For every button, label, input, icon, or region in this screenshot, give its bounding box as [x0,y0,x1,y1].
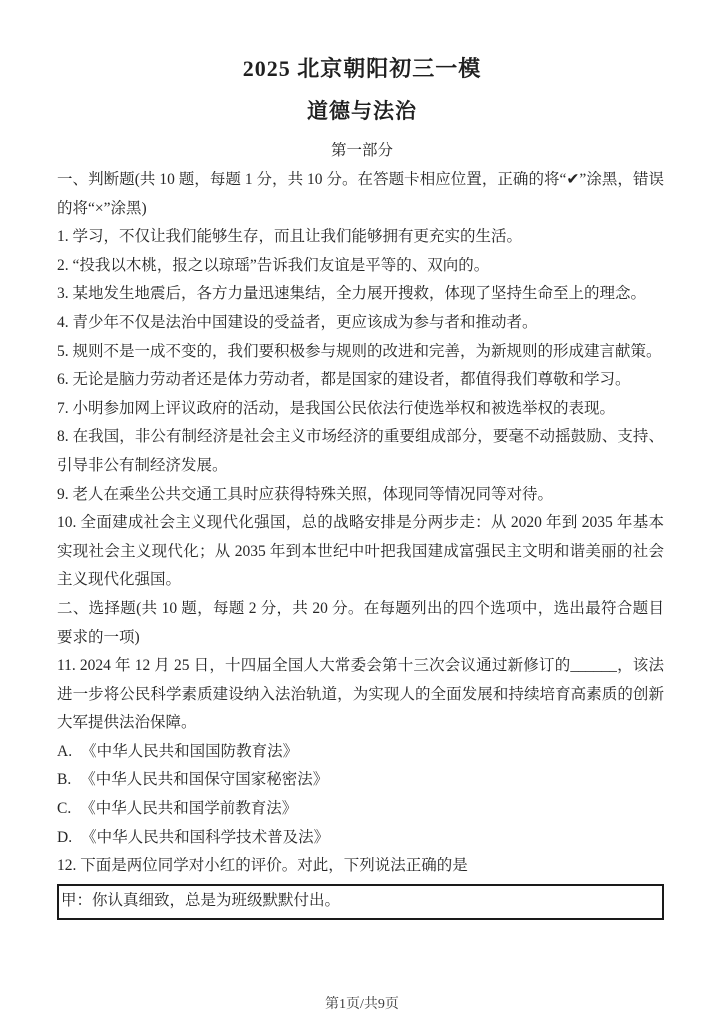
section2-header: 二、选择题(共 10 题，每题 2 分，共 20 分。在每题列出的四个选项中，选出最符合题目要求的一项) [57,599,664,646]
question-11-option-b [57,766,664,795]
option-c-text: 《中华人民共和国学前教育法》 [80,800,298,818]
question-11-option-a [57,738,664,767]
question-11-option-c [57,795,664,824]
judgement-question-6: 6. 无论是脑力劳动者还是体力劳动者，都是国家的建设者，都值得我们尊敬和学习。 [57,371,631,389]
exam-body [57,166,664,920]
judgement-question-7: 7. 小明参加网上评议政府的活动，是我国公民依法行使选举权和被选举权的表现。 [57,399,616,417]
option-c-label: C. [57,800,72,818]
option-a-text: 《中华人民共和国国防教育法》 [81,742,299,760]
evaluation-jia: 甲：你认真细致，总是为班级默默付出。 [61,891,341,909]
judgement-question-3: 3. 某地发生地震后，各方力量迅速集结，全力展开搜救，体现了坚持生命至上的理念。 [57,285,647,303]
part-heading: 第一部分 [330,142,393,159]
judgement-question-1: 1. 学习，不仅让我们能够生存，而且让我们能够拥有更充实的生活。 [57,228,523,246]
judgement-question-5: 5. 规则不是一成不变的，我们要积极参与规则的改进和完善，为新规则的形成建言献策。 [57,342,662,360]
judgement-question-10: 10. 全面建成社会主义现代化强国，总的战略安排是分两步走：从 2020 年到 2035 年基本实现社会主义现代化；从 2035 年到本世纪中叶把我国建成富强民主文明和谐美丽的社会主义现代化强国。 [57,514,664,589]
option-d-label: D. [57,828,73,846]
question-11-option-d [57,824,664,853]
judgement-question-2: 2. “投我以木桃，报之以琼瑶”告诉我们友谊是平等的、双向的。 [57,256,490,274]
choice-question-12: 12. 下面是两位同学对小红的评价。对此，下列说法正确的是 [57,857,468,875]
judgement-question-8: 8. 在我国，非公有制经济是社会主义市场经济的重要组成部分，要毫不动摇鼓励、支持、引导非公有制经济发展。 [57,428,664,474]
option-b-text: 《中华人民共和国保守国家秘密法》 [80,771,329,789]
option-a-label: A. [57,742,73,760]
option-d-text: 《中华人民共和国科学技术普及法》 [81,828,330,846]
page-number-footer: 第1页/共9页 [325,997,399,1012]
exam-title: 2025 北京朝阳初三一模 [242,56,482,81]
judgement-question-4: 4. 青少年不仅是法治中国建设的受益者，更应该成为参与者和推动者。 [57,313,538,331]
judgement-question-9: 9. 老人在乘坐公共交通工具时应获得特殊关照，体现同等情况同等对待。 [57,485,554,503]
option-b-label: B. [57,771,72,789]
exam-subject: 道德与法治 [307,99,417,123]
section1-header: 一、判断题(共 10 题，每题 1 分，共 10 分。在答题卡相应位置，正确的将“✔”涂黑，错误的将“×”涂黑) [57,171,664,217]
choice-question-11: 11. 2024 年 12 月 25 日，十四届全国人大常委会第十三次会议通过新修订的______，该法进一步将公民科学素质建设纳入法治轨道，为实现人的全面发展和持续培育高素质的创新大军提供法治保障。 [57,657,664,732]
question-12-evaluation-box [57,884,664,920]
exam-header [0,0,724,162]
